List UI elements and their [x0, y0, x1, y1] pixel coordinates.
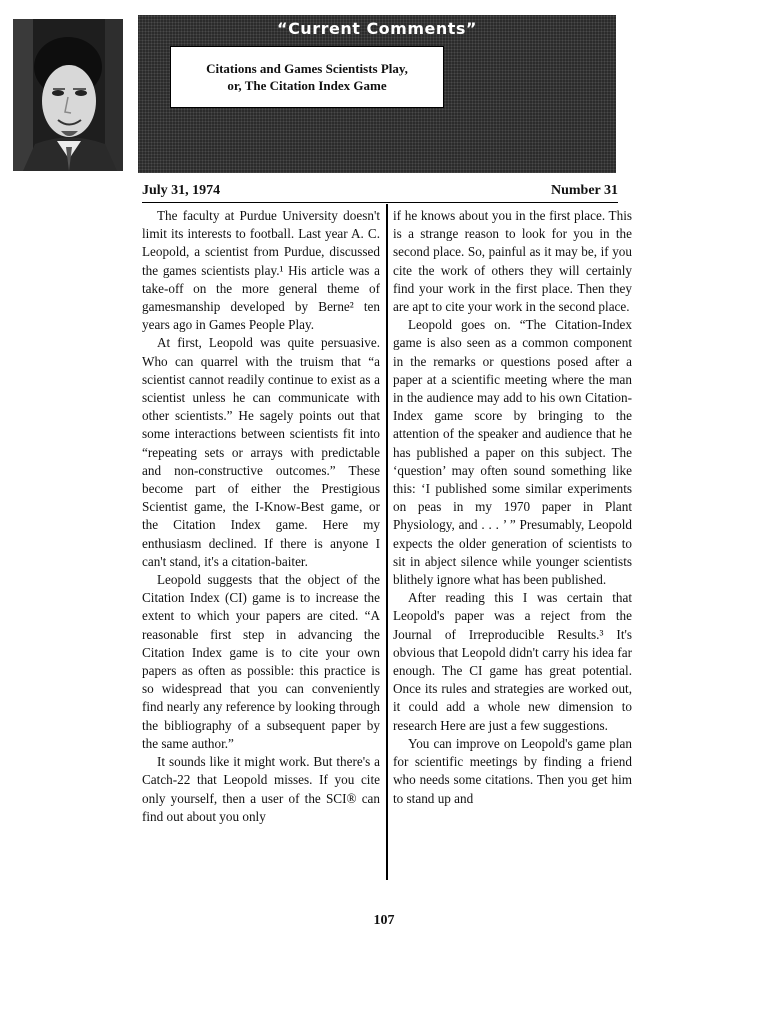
paragraph: It sounds like it might work. But there's a Catch-22 that Leopold misses. If you cite only yourself, then a user of the SCI® can find out about you only — [142, 754, 380, 824]
paragraph: The faculty at Purdue University doesn't limit its interests to football. Last year A. C. Leopold, a scientist from Purdue, discussed the games scientists play.¹ His article was a take-off on the more general theme of gamesmanship developed by Berne² ten years ago in Games People Play. — [142, 208, 380, 333]
issue-number: Number 31 — [550, 183, 618, 198]
paragraph: You can improve on Leopold's game plan for scientific meetings by finding a friend who needs some citations. Then you get him to stand up and — [393, 735, 632, 806]
paragraph: if he knows about you in the first place. This is a strange reason to look for you in the second place. So, painful as it may be, if you cite the work of others they will certainly find your work in the first place. Then they are apt to cite your work in the second place. — [393, 208, 632, 315]
paragraph: Leopold suggests that the object of the Citation Index (CI) game is to increase the extent to which your papers are cited. “A reasonable first step in advancing the Citation Index game is to cite your own papers as often as possible: this practice is so widespread that you can conveniently find nearly any reference by looking through the bibliography of a subsequent paper by the same author.” — [142, 572, 380, 751]
paragraph: After reading this I was certain that Leopold's paper was a reject from the Journal of Irreproducible Results.³ It's obvious that Leopold didn't carry his idea far enough. The CI game has great potential. Once its rules and strategies are worked out, it could add a whole new dimension to research Here are just a few suggestions. — [393, 590, 632, 733]
paragraph: Leopold goes on. “The Citation-Index game is also seen as a common component in the remarks or questions posed after a paper at a scientific meeting where the man in the audience may add to his own Citation-Index game score by bringing to the attention of the speaker and audience that he has published a paper on this subject. The ‘question’ may often sound something like this: ‘I published some similar experiments on peas in my 1970 paper in Plant Physiology, and . . . ’ ” Presumably, Leopold expects the older generation of scientists to sit in abject silence while younger scientists blithely ignore what has been published. — [393, 317, 632, 588]
text-column-right — [393, 207, 632, 808]
header-rule — [142, 202, 618, 203]
text-column-left — [142, 207, 380, 826]
issue-date: July 31, 1974 — [142, 183, 221, 198]
paragraph: At first, Leopold was quite persuasive. Who can quarrel with the truism that “a scientist cannot readily continue to exist as a scientist unless he can communicate with other scientists.” He sagely points out that some interactions between scientists fit into “repeating sets or arrays with predictable and non-constructive outcomes.” These become part of either the Prestigious Scientist game, the I-Know-Best game, or the Citation Index game. Here my enthusiasm declined. If there is anyone I can't stand, it's a citation-baiter. — [142, 335, 380, 569]
author-portrait-icon — [13, 19, 123, 171]
page-number: 107 — [373, 913, 395, 928]
dateline — [142, 183, 618, 201]
author-portrait — [13, 19, 123, 171]
column-divider — [386, 204, 388, 880]
header-banner — [138, 15, 616, 173]
article-title-line-2: or, The Citation Index Game — [227, 78, 387, 93]
column-title: “Current Comments” — [277, 19, 477, 38]
article-title-box — [170, 46, 444, 108]
article-title-line-1: Citations and Games Scientists Play, — [206, 61, 408, 76]
